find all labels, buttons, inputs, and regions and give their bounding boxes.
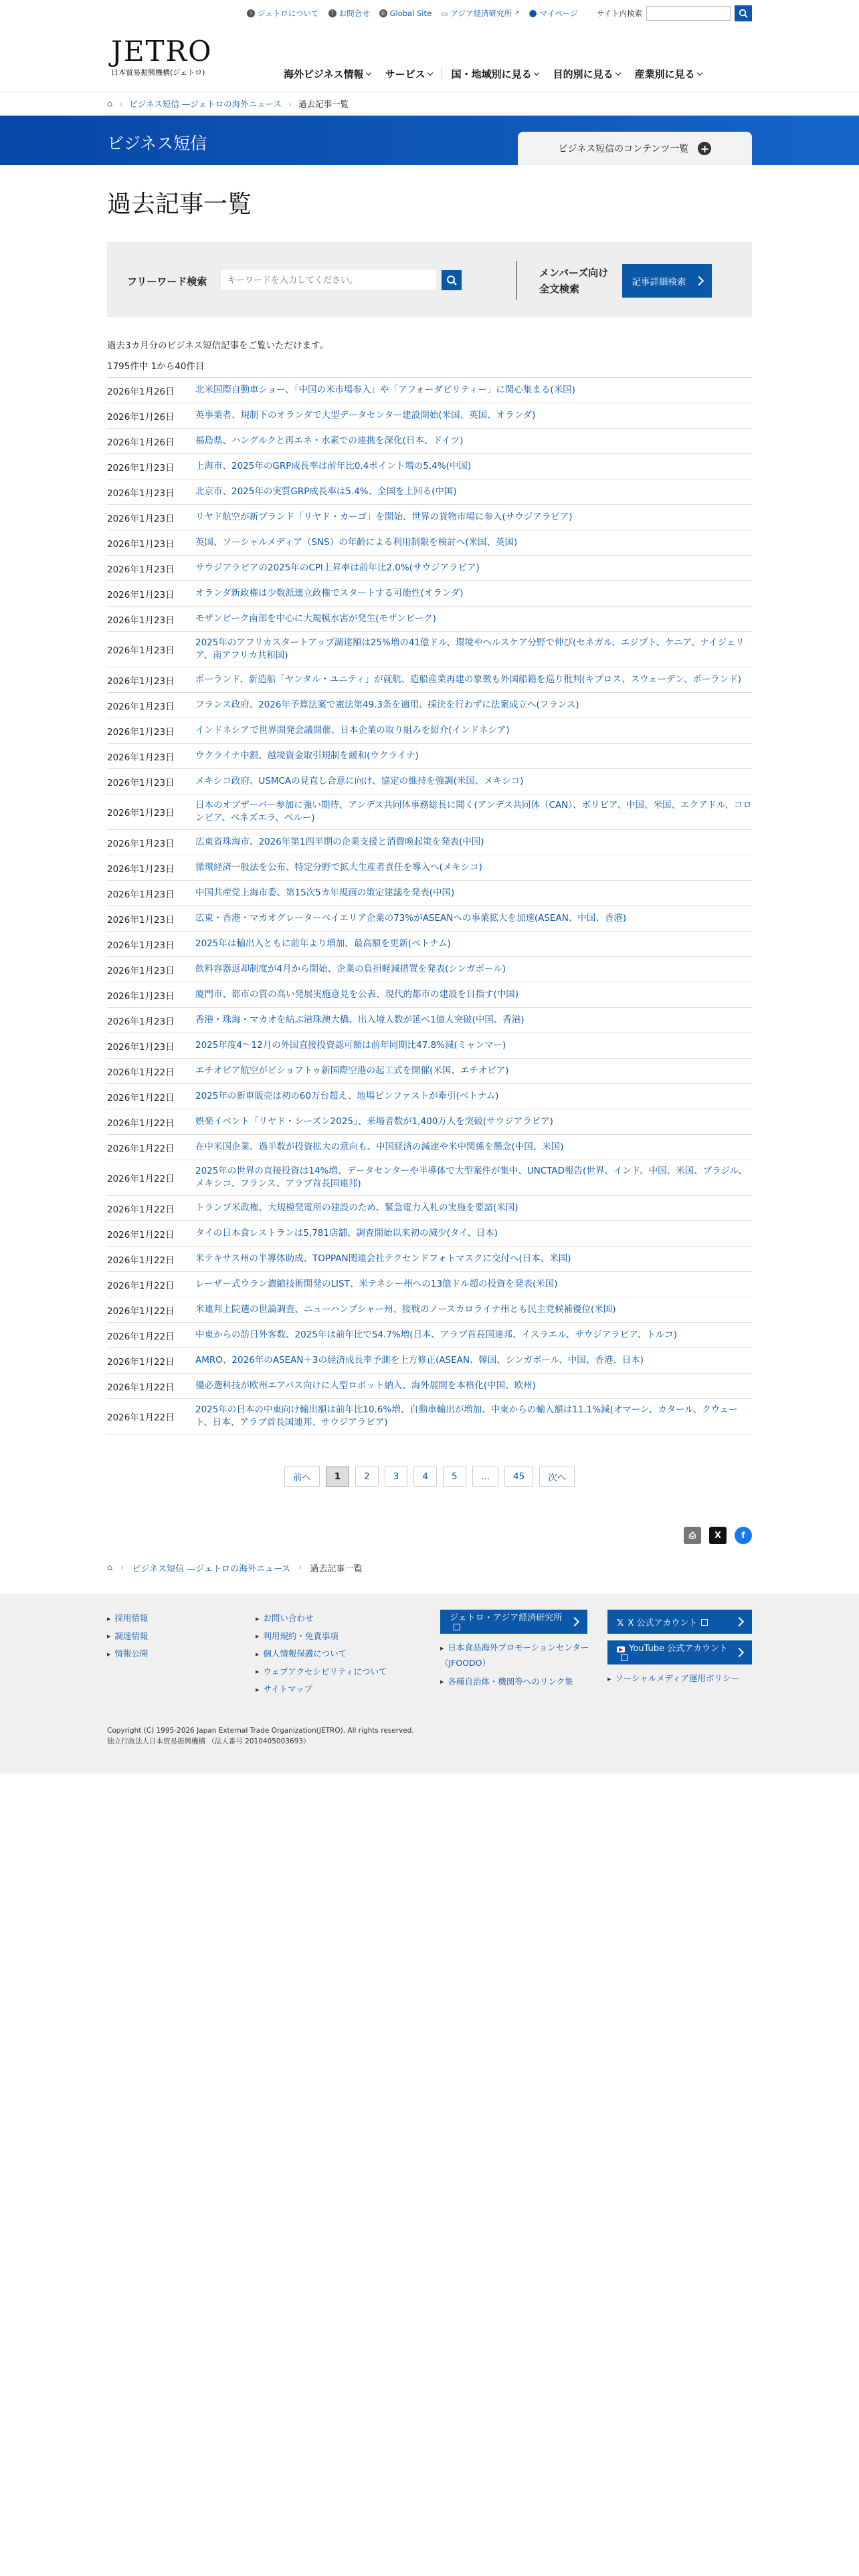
- breadcrumb-current: 過去記事一覧: [298, 99, 349, 109]
- article-title-link[interactable]: オランダ新政権は少数派連立政権でスタートする可能性(オランダ): [195, 588, 464, 599]
- person-icon: ●: [529, 8, 537, 19]
- search-panel: [107, 242, 752, 317]
- article-title-link[interactable]: モザンビーク南部を中心に大規模水害が発生(モザンビーク): [195, 613, 436, 624]
- list-item: [107, 1109, 752, 1135]
- list-item: [107, 855, 752, 881]
- result-count: 1795件中 1から40件目: [107, 361, 205, 372]
- article-title-link[interactable]: 米テキサス州の半導体助成、TOPPAN関連会社テクセンドフォトマスクに交付へ(日本、米国): [195, 1253, 571, 1264]
- pager-next[interactable]: 次へ: [539, 1467, 575, 1487]
- footer-link-social-policy[interactable]: ソーシャルメディア運用ポリシー: [615, 1673, 740, 1683]
- footer-link-jfoodo[interactable]: 日本食品海外プロモーションセンター（JFOODO）: [440, 1642, 589, 1668]
- article-date: 2026年1月23日: [107, 462, 175, 473]
- x-share-icon[interactable]: X: [709, 1527, 727, 1544]
- facebook-share-icon[interactable]: f: [735, 1527, 752, 1544]
- article-title-link[interactable]: トランプ米政権、大規模発電所の建設のため、緊急電力入札の実施を要請(米国): [195, 1202, 518, 1213]
- breadcrumb-separator: ›: [288, 98, 292, 109]
- article-date: 2026年1月23日: [107, 564, 175, 575]
- article-date: 2026年1月23日: [107, 863, 175, 875]
- search-icon: [739, 9, 748, 18]
- list-item: [107, 744, 752, 769]
- article-title-link[interactable]: 広東・香港・マカオグレーターベイエリア企業の73%がASEANへの事業拡大を加速(ASEAN、中国、香港): [195, 913, 627, 924]
- article-title-link[interactable]: 飲料容器返却制度が4月から開始、企業の負担軽減措置を発表(シンガポール): [195, 964, 506, 974]
- list-item: [107, 454, 752, 479]
- article-title-link[interactable]: エチオピア航空がビショフトゥ新国際空港の起工式を開催(米国、エチオピア): [195, 1065, 509, 1076]
- article-title-link[interactable]: 米連邦上院選の世論調査、ニューハンプシャー州、接戦のノースカロライナ州とも民主党候補優位(米国): [195, 1304, 616, 1315]
- article-title-link[interactable]: 香港・珠海・マカオを結ぶ港珠澳大橋、出入境人数が延べ1億人突破(中国、香港): [195, 1014, 524, 1025]
- detail-search-button[interactable]: 記事詳細検索: [622, 264, 712, 298]
- chevron-down-icon: [696, 70, 702, 75]
- pager-page-last[interactable]: 45: [504, 1467, 533, 1487]
- chevron-down-icon: [427, 70, 432, 75]
- list-item: [107, 881, 752, 906]
- article-date: 2026年1月22日: [107, 1280, 175, 1291]
- global-nav: [284, 67, 702, 81]
- utility-bar: [0, 0, 859, 28]
- article-title-link[interactable]: リヤド航空が新ブランド「リヤド・カーゴ」を開始、世界の貨物市場に参入(サウジアラビア): [195, 512, 573, 522]
- article-title-link[interactable]: 上海市、2025年のGRP成長率は前年比0.4ポイント増の5.4%(中国): [195, 461, 472, 471]
- external-link-icon: ↗: [514, 10, 520, 17]
- pager-page-3[interactable]: 3: [385, 1467, 408, 1487]
- article-date: 2026年1月23日: [107, 990, 175, 1002]
- list-item: [107, 556, 752, 581]
- breadcrumb-bottom: [107, 1558, 752, 1578]
- article-date: 2026年1月22日: [107, 1331, 175, 1342]
- list-item: [107, 794, 752, 830]
- list-item: [107, 1272, 752, 1297]
- external-link-icon: [454, 1624, 460, 1630]
- article-date: 2026年1月22日: [107, 1356, 175, 1368]
- article-title-link[interactable]: ポーランド、新造船「ヤンタル・ユニティ」が就航、造船産業再建の象徴も外国船籍を巡り批判(キプロス、スウェーデン、ポーランド): [195, 674, 742, 685]
- article-list: [107, 377, 752, 1434]
- list-item: [107, 932, 752, 957]
- breadcrumb-separator: ›: [298, 1562, 302, 1573]
- share-buttons: [107, 1527, 752, 1544]
- article-title-link[interactable]: 娯楽イベント「リヤド・シーズン2025」、来場者数が1,400万人を突破(サウジアラビア): [195, 1116, 553, 1127]
- article-date: 2026年1月23日: [107, 965, 175, 976]
- footer-link-accessibility[interactable]: ウェブアクセシビリティについて: [263, 1666, 387, 1677]
- site-search-input[interactable]: [646, 6, 731, 21]
- article-date: 2026年1月23日: [107, 777, 175, 788]
- pager-ellipsis: …: [472, 1467, 499, 1487]
- section-banner: [0, 116, 859, 165]
- list-item: [107, 378, 752, 403]
- nav-by-industry[interactable]: 産業別に見る: [635, 67, 702, 81]
- external-link-icon: [701, 1619, 708, 1626]
- breadcrumb-current: 過去記事一覧: [310, 1564, 363, 1574]
- list-item: [107, 429, 752, 454]
- article-title-link[interactable]: 2025年のアフリカスタートアップ調達額は25%増の41億ドル、環境やヘルスケア分野で伸び(セネガル、エジプト、ケニア、ナイジェリア、南アフリカ共和国): [195, 637, 745, 661]
- article-date: 2026年1月23日: [107, 838, 175, 849]
- list-item: [107, 1374, 752, 1399]
- footer-col-3: [440, 1610, 607, 1699]
- footer-link-disclosure[interactable]: 情報公開: [114, 1648, 149, 1658]
- home-icon[interactable]: ⌂: [107, 1562, 113, 1573]
- home-icon[interactable]: ⌂: [107, 98, 113, 109]
- print-icon[interactable]: ⎙: [684, 1527, 701, 1544]
- list-item: [107, 1221, 752, 1247]
- article-title-link[interactable]: 2025年度4～12月の外国直接投資認可額は前年同期比47.8%減(ミャンマー): [195, 1040, 506, 1051]
- chevron-right-icon: [570, 1617, 579, 1626]
- copyright: Copyright (C) 1995-2026 Japan External Trade Organization(JETRO). All rights reserved. 独立行政法人日本貿易振興機構 （法人番号 2010405003693）: [107, 1726, 414, 1745]
- article-title-link[interactable]: サウジアラビアの2025年のCPI上昇率は前年比2.0%(サウジアラビア): [195, 562, 480, 573]
- youtube-account-button[interactable]: ▶ YouTube 公式アカウント: [607, 1640, 752, 1665]
- chevron-down-icon: [533, 70, 539, 75]
- article-title-link[interactable]: 北米国際自動車ショー、「中国の米市場参入」や「アフォーダビリティー」に関心集まる(米国): [195, 385, 575, 395]
- search-icon: [446, 275, 457, 286]
- ide-link[interactable]: ▭ アジア経済研究所 ↗: [441, 9, 520, 18]
- breadcrumb-biznews[interactable]: ビジネス短信 —ジェトロの海外ニュース: [132, 1564, 291, 1574]
- footer-link-municipalities[interactable]: 各種自治体・機関等へのリンク集: [448, 1676, 573, 1687]
- list-item: [107, 1348, 752, 1374]
- members-search-label: メンバーズ向け 全文検索: [539, 267, 609, 295]
- article-date: 2026年1月23日: [107, 940, 175, 951]
- pager-page-5[interactable]: 5: [443, 1467, 466, 1487]
- list-item: [107, 769, 752, 794]
- article-title-link[interactable]: フランス政府、2026年予算法案で憲法第49.3条を適用、採決を行わずに法案成立へ(フランス): [195, 700, 579, 710]
- article-date: 2026年1月23日: [107, 914, 175, 926]
- list-item: [107, 581, 752, 607]
- pager-prev[interactable]: 前へ: [284, 1467, 320, 1487]
- ide-button[interactable]: ジェトロ・アジア経済研究所: [440, 1610, 587, 1634]
- footer-link-contact[interactable]: お問い合わせ: [263, 1613, 314, 1623]
- article-title-link[interactable]: 英国、ソーシャルメディア（SNS）の年齢による利用制限を検討へ(米国、英国): [195, 537, 518, 548]
- article-date: 2026年1月23日: [107, 675, 175, 687]
- pager-page-4[interactable]: 4: [413, 1467, 437, 1487]
- mypage-link[interactable]: ● マイページ: [529, 8, 578, 19]
- article-date: 2026年1月23日: [107, 726, 175, 738]
- article-date: 2026年1月23日: [107, 1016, 175, 1027]
- breadcrumb-bar: [0, 92, 859, 116]
- list-item: [107, 1297, 752, 1323]
- nav-overseas-business[interactable]: 海外ビジネス情報: [284, 67, 371, 81]
- article-title-link[interactable]: 循環経済一般法を公布、特定分野で拡大生産者責任を導入へ(メキシコ): [195, 862, 482, 873]
- article-title-link[interactable]: 中国共産党上海市委、第15次5カ年規画の策定建議を発表(中国): [195, 887, 455, 898]
- globe-icon: ◎: [379, 9, 387, 17]
- article-date: 2026年1月22日: [107, 1229, 175, 1241]
- x-account-button[interactable]: 𝕏 X 公式アカウント: [607, 1610, 752, 1634]
- breadcrumb: [107, 92, 752, 115]
- panel-divider: [516, 261, 517, 300]
- article-date: 2026年1月22日: [107, 1067, 175, 1078]
- list-item: [107, 906, 752, 932]
- article-title-link[interactable]: 廈門市、都市の質の高い発展実施意見を公表、現代的都市の建設を目指す(中国): [195, 989, 519, 1000]
- site-search-button[interactable]: [735, 5, 752, 21]
- list-item: [107, 1008, 752, 1033]
- list-item: [107, 530, 752, 556]
- article-date: 2026年1月23日: [107, 752, 175, 763]
- article-date: 2026年1月22日: [107, 1174, 175, 1184]
- list-item: [107, 1247, 752, 1272]
- footer-col-2: [256, 1610, 440, 1699]
- list-item: [107, 632, 752, 667]
- list-item: [107, 1399, 752, 1434]
- chevron-down-icon: [615, 70, 620, 75]
- article-date: 2026年1月22日: [107, 1204, 175, 1215]
- article-date: 2026年1月23日: [107, 645, 175, 656]
- footer-link-sitemap[interactable]: サイトマップ: [263, 1684, 313, 1694]
- list-item: [107, 957, 752, 982]
- site-search: サイト内検索: [597, 5, 752, 21]
- article-date: 2026年1月26日: [107, 411, 175, 423]
- list-item: [107, 1135, 752, 1160]
- freeword-input[interactable]: [221, 270, 436, 290]
- page-title: 過去記事一覧: [107, 191, 252, 218]
- article-date: 2026年1月22日: [107, 1412, 175, 1423]
- article-date: 2026年1月23日: [107, 1041, 175, 1053]
- footer-link-recruit[interactable]: 採用情報: [114, 1613, 149, 1623]
- main-content: [107, 185, 752, 1578]
- chevron-down-icon: [365, 70, 371, 75]
- contents-list-tab[interactable]: ビジネス短信のコンテンツ一覧 +: [518, 132, 752, 165]
- list-item: [107, 1160, 752, 1196]
- article-date: 2026年1月23日: [107, 589, 175, 601]
- breadcrumb-biznews[interactable]: ビジネス短信 —ジェトロの海外ニュース: [129, 99, 282, 109]
- nav-by-region[interactable]: 国・地域別に見る: [452, 67, 539, 81]
- pagination: [107, 1467, 752, 1487]
- info-icon: i: [247, 9, 255, 17]
- article-date: 2026年1月22日: [107, 1143, 175, 1154]
- article-date: 2026年1月23日: [107, 488, 175, 499]
- footer-link-privacy[interactable]: 個人情報保護について: [263, 1648, 347, 1658]
- article-title-link[interactable]: レーザー式ウラン濃縮技術開発のLIST、米テネシー州への13億ドル超の投資を発表(米国): [195, 1279, 558, 1289]
- article-title-link[interactable]: 優必選科技が欧州エアバス向けに人型ロボット納入、海外展開を本格化(中国、欧州): [195, 1380, 536, 1391]
- pager-page-1[interactable]: 1: [326, 1467, 349, 1487]
- list-item: [107, 1059, 752, 1084]
- chevron-right-icon: [735, 1617, 744, 1626]
- list-item: [107, 830, 752, 855]
- article-title-link[interactable]: 英事業者、規制下のオランダで大型データセンター建設開始(米国、英国、オランダ): [195, 410, 536, 421]
- x-logo-icon: 𝕏: [617, 1618, 624, 1628]
- list-item: [107, 1196, 752, 1221]
- article-date: 2026年1月23日: [107, 808, 175, 819]
- freeword-label: フリーワード検索: [127, 276, 207, 288]
- article-title-link[interactable]: 2025年の新車販売は初の60万台超え、地場ビンファストが牽引(ベトナム): [195, 1091, 499, 1101]
- article-date: 2026年1月26日: [107, 437, 175, 448]
- article-date: 2026年1月22日: [107, 1092, 175, 1103]
- external-link-icon: [621, 1654, 628, 1661]
- article-title-link[interactable]: 広東省珠海市、2026年第1四半期の企業支援と消費喚起策を発表(中国): [195, 837, 484, 847]
- article-title-link[interactable]: 中東からの訪日外客数、2025年は前年比で54.7%増(日本、アラブ首長国連邦、イスラエル、サウジアラビア、トルコ): [195, 1329, 677, 1340]
- article-title-link[interactable]: インドネシアで世界開発会議開催、日本企業の取り組みを紹介(インドネシア): [195, 725, 510, 736]
- article-title-link[interactable]: 2025年の日本の中東向け輸出額は前年比10.6%増、自動車輸出が増加、中東からの輸入額は11.1%減(オマーン、カタール、クウェート、日本、アラブ首長国連邦、サウジアラビア): [195, 1404, 738, 1428]
- list-item: [107, 693, 752, 718]
- site-header: [0, 28, 859, 92]
- article-title-link[interactable]: メキシコ政府、USMCAの見直し合意に向け、協定の維持を強調(米国、メキシコ): [195, 776, 524, 786]
- contact-link[interactable]: ? お問合せ: [328, 8, 370, 19]
- article-title-link[interactable]: 北京市、2025年の実質GRP成長率は5.4%、全国を上回る(中国): [195, 486, 457, 497]
- breadcrumb-separator: ›: [119, 98, 123, 109]
- footer-link-procurement[interactable]: 調達情報: [114, 1630, 149, 1641]
- list-item: [107, 1084, 752, 1109]
- article-title-link[interactable]: 2025年は輸出入ともに前年より増加、最高額を更新(ベトナム): [195, 938, 451, 949]
- breadcrumb-separator: ›: [120, 1562, 124, 1573]
- article-date: 2026年1月22日: [107, 1255, 175, 1266]
- nav-by-purpose[interactable]: 目的別に見る: [553, 67, 620, 81]
- intro-text: 過去3カ月分のビジネス短信記事をご覧いただけます。 1795件中 1から40件目: [107, 336, 752, 377]
- list-item: [107, 505, 752, 530]
- youtube-logo-icon: ▶: [617, 1646, 625, 1652]
- plus-icon: +: [698, 142, 711, 155]
- article-date: 2026年1月22日: [107, 1117, 175, 1129]
- article-title-link[interactable]: タイの日本食レストランは5,781店舗、調査開始以来初の減少(タイ、日本): [195, 1228, 498, 1239]
- section-title: ビジネス短信: [107, 134, 207, 153]
- article-title-link[interactable]: 日本のオブザーバー参加に強い期待、アンデス共同体事務総長に聞く(アンデス共同体（CAN）、ボリビア、中国、米国、エクアドル、コロンビア、ベネズエラ、ペルー): [195, 800, 752, 823]
- book-icon: ▭: [441, 9, 448, 18]
- article-date: 2026年1月23日: [107, 513, 175, 524]
- article-title-link[interactable]: 福島県、ハングルクと再エネ・水素での連携を深化(日本、ドイツ): [195, 435, 464, 446]
- article-title-link[interactable]: 在中米国企業、過半数が投資拡大の意向も、中国経済の減速や米中関係を懸念(中国、米国): [195, 1142, 564, 1152]
- list-item: [107, 607, 752, 632]
- about-link[interactable]: i ジェトロについて: [247, 8, 319, 19]
- list-item: [107, 479, 752, 505]
- site-footer: [0, 1594, 859, 1774]
- list-item: [107, 667, 752, 693]
- jetro-logo[interactable]: JETRO 日本貿易振興機構(ジェトロ): [111, 35, 213, 77]
- article-date: 2026年1月23日: [107, 615, 175, 626]
- list-item: [107, 403, 752, 429]
- article-date: 2026年1月23日: [107, 889, 175, 900]
- article-title-link[interactable]: 2025年の世界の直接投資は14%増、データセンターや半導体で大型案件が集中、UNCTAD報告(世界、インド、中国、米国、ブラジル、メキシコ、フランス、アラブ首長国連邦): [195, 1166, 747, 1189]
- article-date: 2026年1月26日: [107, 386, 175, 397]
- chevron-right-icon: [735, 1648, 744, 1657]
- footer-col-1: [107, 1610, 256, 1699]
- global-site-link[interactable]: ◎ Global Site: [379, 9, 432, 18]
- list-item: [107, 982, 752, 1008]
- pager-page-2[interactable]: 2: [355, 1467, 379, 1487]
- footer-col-4: [607, 1610, 752, 1699]
- list-item: [107, 1033, 752, 1059]
- question-icon: ?: [328, 9, 337, 17]
- chevron-right-icon: [694, 276, 703, 286]
- article-title-link[interactable]: AMRO、2026年のASEAN＋3の経済成長率予測を上方修正(ASEAN、韓国、シンガポール、中国、香港、日本): [195, 1355, 644, 1366]
- article-date: 2026年1月23日: [107, 701, 175, 712]
- nav-services[interactable]: サービス: [385, 67, 432, 81]
- article-title-link[interactable]: ウクライナ中銀、越境資金取引規制を緩和(ウクライナ): [195, 750, 419, 761]
- freeword-search-button[interactable]: [442, 270, 462, 290]
- article-date: 2026年1月22日: [107, 1305, 175, 1317]
- article-date: 2026年1月23日: [107, 538, 175, 550]
- footer-link-terms[interactable]: 利用規約・免責事項: [263, 1630, 339, 1641]
- article-date: 2026年1月22日: [107, 1382, 175, 1393]
- list-item: [107, 718, 752, 744]
- list-item: [107, 1323, 752, 1348]
